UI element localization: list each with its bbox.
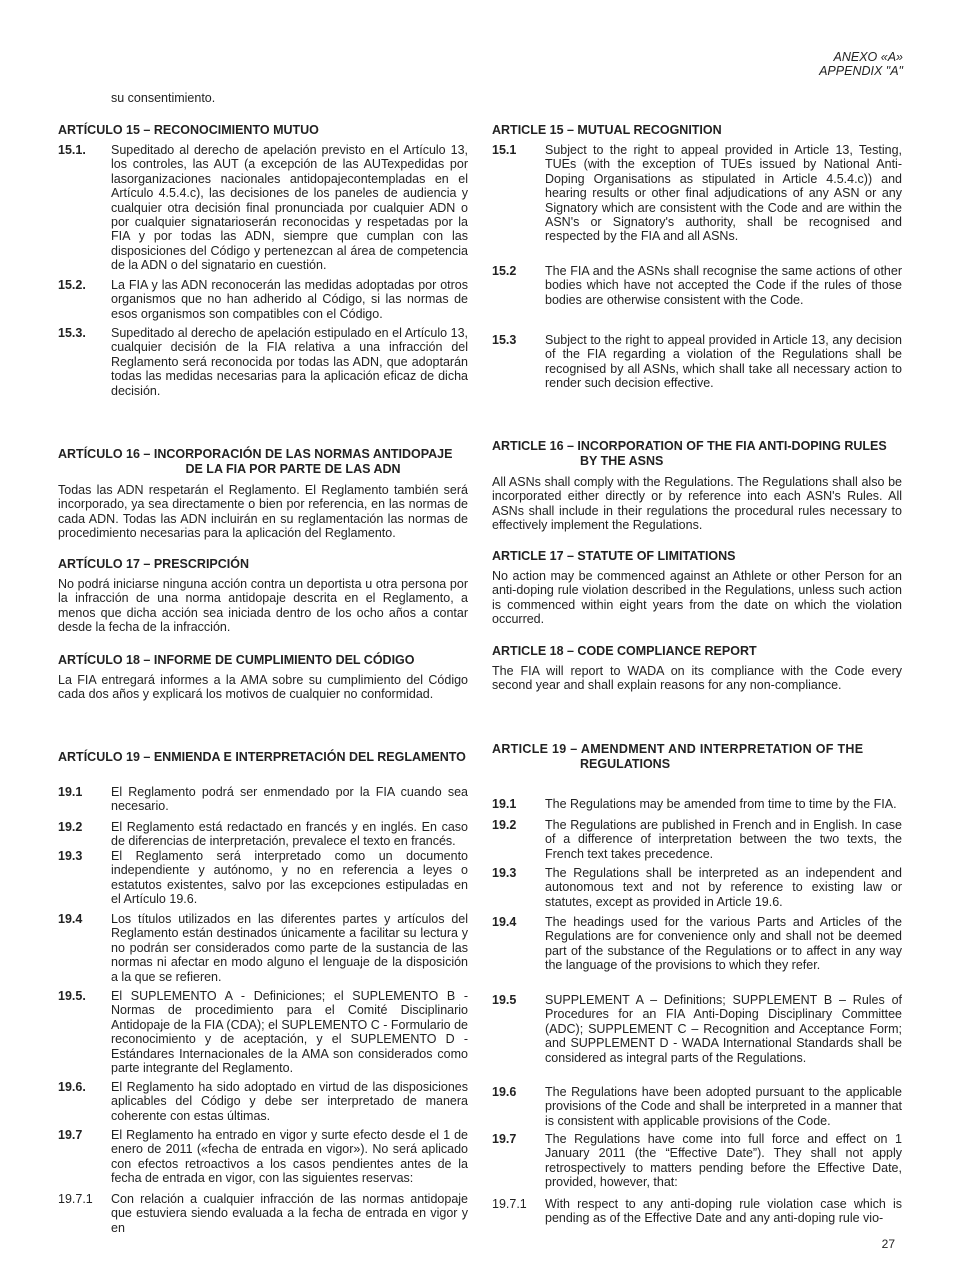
es-clause-19-4 — [58, 912, 468, 984]
clause-number: 19.6. — [58, 1080, 86, 1094]
heading-line: DE LA FIA POR PARTE DE LAS ADN — [185, 462, 401, 476]
clause-text: Supeditado al derecho de apelación estipulado en el Artículo 13, cualquier decisión de la FIA relativa a una infracción del Reglamento será reconocida por todas las ADN, que adoptarán todas las medidas necesarias para la aplicación eficaz de dicha decisión. — [111, 326, 468, 398]
es-article-17-text: No podrá iniciarse ninguna acción contra un deportista u otra persona por la infracción de una norma antidopaje descrita en el Reglamento, a menos que dicha acción sea iniciada dentro de los ocho años a contar desde la fecha de la infracción. — [58, 577, 468, 635]
clause-number: 15.3 — [492, 333, 517, 347]
clause-text: SUPPLEMENT A – Definitions; SUPPLEMENT B – Rules of Procedures for an FIA Anti-Doping Disciplinary Committee (ADC); SUPPLEMENT C – Recognition and Acceptance Form; and SUPPLEMENT D - WADA International Standards shall be considered as integral parts of the Regulations. — [545, 993, 902, 1065]
es-clause-19-2 — [58, 820, 468, 849]
clause-number: 19.5 — [492, 993, 517, 1007]
es-clause-19-6 — [58, 1080, 468, 1123]
clause-text: Subject to the right to appeal provided in Article 13, any decision of the FIA regarding a violation of the Regulations shall be recognised by all ASNs, which shall take all necessary action to render such decision effective. — [545, 333, 902, 391]
clause-text: Los títulos utilizados en las diferentes partes y artículos del Reglamento están destinados únicamente a facilitar su lectura y no podrán ser considerados como parte de la sustancia de las normas ni afectar en modo alguno el lenguaje de la disposición a la que se refieren. — [111, 912, 468, 984]
clause-text: The Regulations shall be interpreted as an independent and autonomous text and not by reference to existing law or statutes, except as provided in Article 19.6. — [545, 866, 902, 909]
clause-number: 19.7 — [58, 1128, 83, 1142]
clause-text: The headings used for the various Parts and Articles of the Regulations are for convenience only and shall not be deemed part of the substance of the Regulations or to affect in any way the language of the provisions to which they refer. — [545, 915, 902, 973]
clause-number: 19.7.1 — [58, 1192, 93, 1206]
es-article-16-heading — [58, 447, 468, 477]
clause-number: 19.1 — [58, 785, 83, 799]
clause-number: 19.5. — [58, 989, 86, 1003]
es-clause-19-7-1 — [58, 1192, 468, 1235]
en-clause-15-1 — [492, 143, 902, 244]
en-clause-19-4 — [492, 915, 902, 973]
clause-number: 15.2. — [58, 278, 86, 292]
heading-line: REGULATIONS — [580, 757, 671, 771]
clause-number: 19.3 — [58, 849, 83, 863]
clause-text: El Reglamento ha sido adoptado en virtud de las disposiciones aplicables del Código y debe ser interpretado de manera coherente con estas últimas. — [111, 1080, 468, 1123]
en-article-19-heading — [492, 742, 902, 772]
clause-number: 19.2 — [58, 820, 83, 834]
es-clause-19-3 — [58, 849, 468, 907]
en-clause-15-3 — [492, 333, 902, 391]
en-clause-19-7 — [492, 1132, 902, 1190]
en-clause-19-3 — [492, 866, 902, 909]
clause-text: El Reglamento será interpretado como un documento independiente y autónomo, y no en referencia a leyes o estatutos existentes, salvo por las excepciones estipuladas en el Artículo 19.6. — [111, 849, 468, 907]
heading-line: BY THE ASNS — [580, 454, 664, 468]
clause-text: With respect to any anti-doping rule violation case which is pending as of the Effective Date and any anti-doping rule vio- — [545, 1197, 902, 1226]
es-clause-15-1 — [58, 143, 468, 273]
en-clause-19-5 — [492, 993, 902, 1065]
es-article-16-text: Todas las ADN respetarán el Reglamento. El Reglamento también será incorporado, ya sea directamente o bien por referencia, en las normas de cada ADN. Todas las ADN incluirán en su reglamentación las normas de procedimiento necesarias para la aplicación del Reglamento. — [58, 483, 468, 541]
clause-number: 19.4 — [492, 915, 517, 929]
clause-number: 15.1. — [58, 143, 86, 157]
es-clause-19-7 — [58, 1128, 468, 1186]
clause-number: 15.3. — [58, 326, 86, 340]
en-article-18-text: The FIA will report to WADA on its compliance with the Code every second year and shall explain reasons for any non-compliance. — [492, 664, 902, 693]
es-clause-15-2 — [58, 278, 468, 321]
heading-line: ARTÍCULO 16 – INCORPORACIÓN DE LAS NORMAS ANTIDOPAJE — [58, 447, 453, 461]
es-clause-19-5 — [58, 989, 468, 1075]
en-article-17-text: No action may be commenced against an Athlete or other Person for an anti-doping rule violation described in the Regulations, unless such action is commenced within eight years from the date on which the violation occurred. — [492, 569, 902, 627]
clause-text: El Reglamento está redactado en francés y en inglés. En caso de diferencias de interpretación, prevalece el texto en francés. — [111, 820, 468, 849]
clause-number: 19.7.1 — [492, 1197, 527, 1211]
es-article-15-heading: ARTÍCULO 15 – RECONOCIMIENTO MUTUO — [58, 123, 319, 137]
clause-text: The Regulations have been adopted pursuant to the applicable provisions of the Code and shall be interpreted in a manner that is consistent with applicable provisions of the Code. — [545, 1085, 902, 1128]
clause-number: 19.1 — [492, 797, 517, 811]
es-article-18-text: La FIA entregará informes a la AMA sobre su cumplimiento del Código cada dos años y explicará los motivos de cualquier no conformidad. — [58, 673, 468, 702]
en-article-16-heading — [492, 439, 902, 469]
en-clause-19-1 — [492, 797, 902, 811]
clause-text: The Regulations are published in French and in English. In case of a difference of interpretation between the two texts, the French text takes precedence. — [545, 818, 902, 861]
en-clause-19-2 — [492, 818, 902, 861]
es-clause-15-3 — [58, 326, 468, 398]
es-clause-19-1 — [58, 785, 468, 814]
clause-text: El Reglamento ha entrado en vigor y surte efecto desde el 1 de enero de 2011 («fecha de entrada en vigor»). No será aplicado con efectos retroactivos a los casos pendientes antes de la fecha de entrada en vigor, con las siguientes reservas: — [111, 1128, 468, 1186]
clause-text: El SUPLEMENTO A - Definiciones; el SUPLEMENTO B - Normas de procedimiento para el Comité Disciplinario Antidopaje de la FIA (CDA); el SUPLEMENTO C - Formulario de reconocimiento y de aceptación, y el SUPLEMENTO D - Estándares Internacionales de la AMA son considerados como parte integrante del Reglamento. — [111, 989, 468, 1076]
clause-text: The FIA and the ASNs shall recognise the same actions of other bodies which have not accepted the Code if the rules of those bodies are otherwise consistent with the Code. — [545, 264, 902, 307]
clause-number: 15.1 — [492, 143, 517, 157]
en-clause-19-6 — [492, 1085, 902, 1128]
carryover-text: su consentimiento. — [111, 91, 216, 105]
clause-number: 19.6 — [492, 1085, 517, 1099]
annex-label: ANEXO «A» — [833, 50, 903, 64]
es-article-19-heading: ARTÍCULO 19 – ENMIENDA E INTERPRETACIÓN DEL REGLAMENTO — [58, 750, 466, 764]
clause-number: 19.7 — [492, 1132, 517, 1146]
en-article-18-heading: ARTICLE 18 – CODE COMPLIANCE REPORT — [492, 644, 757, 658]
es-article-17-heading: ARTÍCULO 17 – PRESCRIPCIÓN — [58, 557, 250, 571]
clause-text: Supeditado al derecho de apelación previsto en el Artículo 13, los controles, las AUT (a excepción de las AUTexpedidas por lasorganizaciones nacionales antidopajecontempladas en el Artículo 4.5.4.c), las decisiones de los paneles de audiencia y cualquier otra decisión final pronunciada por cualquier ADN o por cualquier signatarioserán reconocidas y respetadas por la FIA y por todas las ADN, siempre que cumplan con las disposiciones del Código y pertenezcan al área de competencia de la ADN o del signatario en cuestión. — [111, 143, 468, 273]
en-article-15-heading: ARTICLE 15 – MUTUAL RECOGNITION — [492, 123, 722, 137]
appendix-label: APPENDIX "A" — [819, 64, 903, 78]
clause-number: 15.2 — [492, 264, 517, 278]
clause-text: Subject to the right to appeal provided in Article 13, Testing, TUEs (with the exception of TUEs issued by National Anti-Doping Organisations as stipulated in Article 4.5.4.c)) and hearing results or other final adjudications of any ASN or any Signatory which are consistent with the Code and are within the ASN's or Signatory's authority, shall be recognised and respected by the FIA and all ASNs. — [545, 143, 902, 244]
clause-number: 19.4 — [58, 912, 83, 926]
clause-text: Con relación a cualquier infracción de las normas antidopaje que estuviera siendo evaluada a la fecha de entrada en vigor y en — [111, 1192, 468, 1235]
heading-line: ARTICLE 16 – INCORPORATION OF THE FIA ANTI-DOPING RULES — [492, 439, 887, 453]
en-article-17-heading: ARTICLE 17 – STATUTE OF LIMITATIONS — [492, 549, 736, 563]
es-article-18-heading: ARTÍCULO 18 – INFORME DE CUMPLIMIENTO DEL CÓDIGO — [58, 653, 415, 667]
clause-text: El Reglamento podrá ser enmendado por la FIA cuando sea necesario. — [111, 785, 468, 814]
clause-number: 19.2 — [492, 818, 517, 832]
clause-text: The Regulations have come into full force and effect on 1 January 2011 (the “Effective Date”). They shall not apply retrospectively to matters pending before the Effective Date, provided, however, that: — [545, 1132, 902, 1190]
page-header — [819, 50, 903, 78]
en-article-16-text: All ASNs shall comply with the Regulations. The Regulations shall also be incorporated either directly or by reference into each ASN's Rules. All ASNs shall include in their regulations the procedural rules necessary to effectively implement the Regulations. — [492, 475, 902, 533]
en-clause-19-7-1 — [492, 1197, 902, 1226]
heading-line: ARTICLE 19 – AMENDMENT AND INTERPRETATION OF THE — [492, 742, 864, 756]
page-number: 27 — [881, 1237, 895, 1251]
clause-text: The Regulations may be amended from time to time by the FIA. — [545, 797, 897, 811]
clause-text: La FIA y las ADN reconocerán las medidas adoptadas por otros organismos que no han adherido al Código, si las normas de esos organismos son compatibles con el Código. — [111, 278, 468, 321]
en-clause-15-2 — [492, 264, 902, 307]
clause-number: 19.3 — [492, 866, 517, 880]
